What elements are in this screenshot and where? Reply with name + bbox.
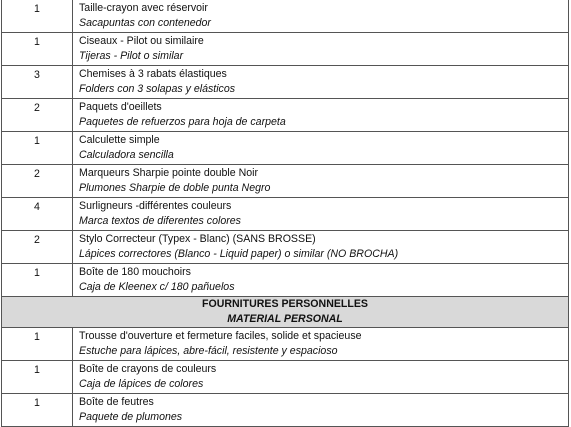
table-row <box>2 328 569 361</box>
quantity-cell: 1 <box>2 361 73 394</box>
item-name-fr: Surligneurs -différentes couleurs <box>79 200 232 212</box>
quantity-cell: 2 <box>2 99 73 132</box>
section-header-cell <box>2 297 569 328</box>
item-name-es: Paquetes de refuerzos para hoja de carpeta <box>79 116 286 128</box>
item-name-es: Plumones Sharpie de doble punta Negro <box>79 182 271 194</box>
quantity-cell: 2 <box>2 165 73 198</box>
item-name-es: Lápices correctores (Blanco - Liquid paper) o similar (NO BROCHA) <box>79 248 399 260</box>
description-cell <box>73 264 569 297</box>
description-cell <box>73 394 569 427</box>
table-row <box>2 66 569 99</box>
item-name-fr: Paquets d'oeillets <box>79 101 162 113</box>
description-cell <box>73 231 569 264</box>
item-name-fr: Calculette simple <box>79 134 160 146</box>
description-cell <box>73 165 569 198</box>
item-name-fr: Taille-crayon avec réservoir <box>79 2 208 14</box>
item-name-es: Tijeras - Pilot o similar <box>79 50 184 62</box>
quantity-cell: 4 <box>2 198 73 231</box>
supply-list-sheet <box>1 0 569 427</box>
supply-list-table <box>1 0 569 427</box>
table-row <box>2 264 569 297</box>
item-name-es: Estuche para lápices, abre-fácil, resistente y espacioso <box>79 345 338 357</box>
item-name-es: Folders con 3 solapas y elásticos <box>79 83 236 95</box>
section-header-row <box>2 297 569 328</box>
section-title-es: MATERIAL PERSONAL <box>227 313 343 325</box>
description-cell <box>73 132 569 165</box>
description-cell <box>73 198 569 231</box>
table-row <box>2 231 569 264</box>
item-name-es: Marca textos de diferentes colores <box>79 215 241 227</box>
quantity-cell: 1 <box>2 328 73 361</box>
section-title-fr: FOURNITURES PERSONNELLES <box>202 298 368 310</box>
quantity-cell: 1 <box>2 0 73 33</box>
description-cell <box>73 99 569 132</box>
item-name-es: Paquete de plumones <box>79 411 183 423</box>
table-row <box>2 198 569 231</box>
table-row <box>2 33 569 66</box>
description-cell <box>73 361 569 394</box>
supply-list-body <box>2 0 569 427</box>
item-name-es: Caja de lápices de colores <box>79 378 204 390</box>
item-name-fr: Boîte de feutres <box>79 396 154 408</box>
item-name-fr: Stylo Correcteur (Typex - Blanc) (SANS BROSSE) <box>79 233 316 245</box>
item-name-fr: Boîte de 180 mouchoirs <box>79 266 191 278</box>
description-cell <box>73 328 569 361</box>
quantity-cell: 1 <box>2 132 73 165</box>
quantity-cell: 2 <box>2 231 73 264</box>
item-name-fr: Ciseaux - Pilot ou similaire <box>79 35 204 47</box>
quantity-cell: 1 <box>2 33 73 66</box>
quantity-cell: 1 <box>2 394 73 427</box>
quantity-cell: 3 <box>2 66 73 99</box>
table-row <box>2 0 569 33</box>
item-name-fr: Marqueurs Sharpie pointe double Noir <box>79 167 259 179</box>
item-name-es: Sacapuntas con contenedor <box>79 17 211 29</box>
description-cell <box>73 66 569 99</box>
description-cell <box>73 0 569 33</box>
description-cell <box>73 33 569 66</box>
table-row <box>2 132 569 165</box>
item-name-fr: Chemises à 3 rabats élastiques <box>79 68 227 80</box>
table-row <box>2 361 569 394</box>
table-row <box>2 99 569 132</box>
table-row <box>2 394 569 427</box>
item-name-fr: Boîte de crayons de couleurs <box>79 363 217 375</box>
item-name-es: Caja de Kleenex c/ 180 pañuelos <box>79 281 235 293</box>
item-name-es: Calculadora sencilla <box>79 149 174 161</box>
quantity-cell: 1 <box>2 264 73 297</box>
table-row <box>2 165 569 198</box>
item-name-fr: Trousse d'ouverture et fermeture faciles, solide et spacieuse <box>79 330 362 342</box>
